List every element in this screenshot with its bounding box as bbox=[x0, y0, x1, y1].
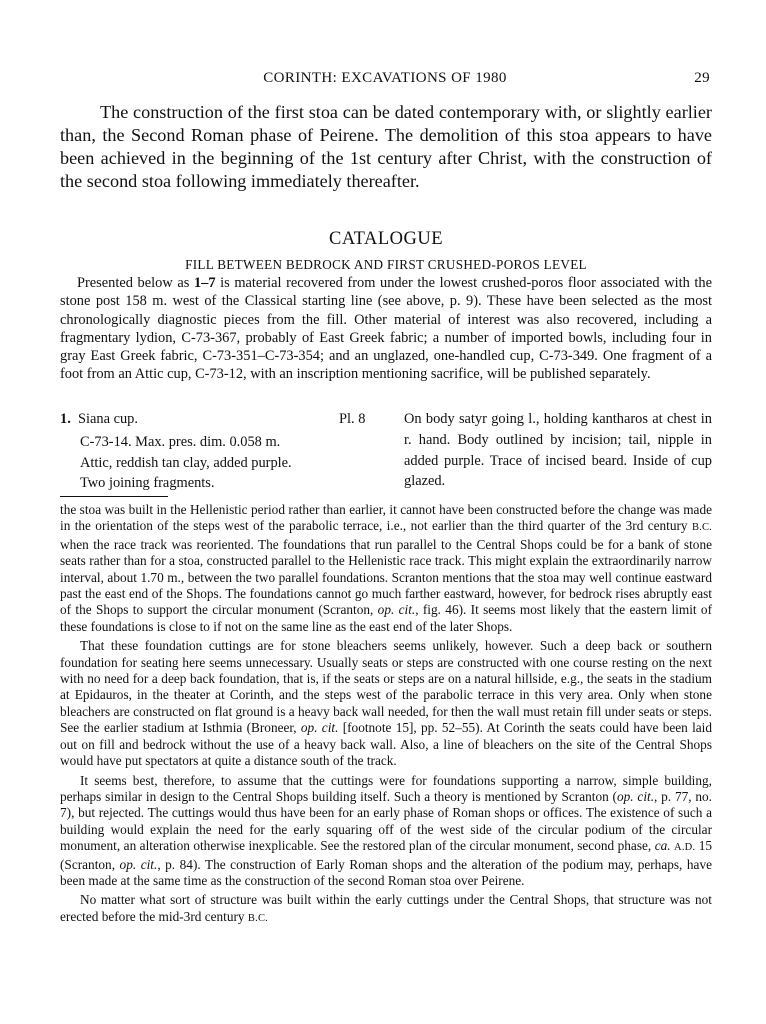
running-title: CORINTH: EXCAVATIONS OF 1980 bbox=[263, 70, 507, 86]
footnote-paragraph bbox=[60, 638, 712, 769]
footnote-text bbox=[60, 502, 712, 930]
citation-abbrev: op. cit. bbox=[616, 788, 655, 804]
footnote-text-run: , p. 84). The construction of Early Roman shops and the alteration of the podium may, perhaps, have been made at the same time as the construction of the second Roman stoa over Peirene. bbox=[60, 856, 712, 888]
footnote-text-run: No matter what sort of structure was built within the early cuttings under the Central Shops, that structure was not erected before the mid-3rd century bbox=[60, 892, 712, 924]
citation-abbrev: op. cit. bbox=[119, 856, 158, 872]
footnote-text-run: That these foundation cuttings are for stone bleachers seems unlikely, however. Such a deep back or southern foundation for seating here seems unnecessary. Usually seats or steps are constructed with one course resting on the next with no need for a deep back foundation, that is, if the seats or steps are on a natural hillside, e.g., the seats in the stadium at Epidauros, in the theater at Corinth, and the steps west of the parabolic terrace in this very area. Only when stone bleachers are constructed on flat ground is a heavy back wall needed, for then the wall must retain fill under seats or steps. See the earlier stadium at Isthmia (Broneer, bbox=[60, 638, 712, 736]
catalogue-subheading: FILL BETWEEN BEDROCK AND FIRST CRUSHED-POROS LEVEL bbox=[185, 257, 587, 272]
entry-description: On body satyr going l., holding kantharos at chest in r. hand. Body outlined by incision; tail, nipple in added purple. Trace of incised beard. Inside of cup glazed. bbox=[404, 411, 712, 490]
entry-number: 1. bbox=[60, 411, 71, 427]
footnote-text-run: the stoa was built in the Hellenistic period rather than earlier, it cannot have been constructed before the change was made in the orientation of the steps west of the parabolic terrace, i.e., not earlier than the third quarter of the 3rd century bbox=[60, 502, 712, 534]
catalogue-intro-before: Presented below as bbox=[77, 275, 194, 291]
footnote-text-run: , fig. 46). It seems most likely that the eastern limit of these foundations is close to if not on the same line as the east end of the later Shops. bbox=[60, 602, 712, 634]
footnote-paragraph bbox=[60, 773, 712, 890]
catalogue-range: 1–7 bbox=[193, 275, 216, 291]
entry-details bbox=[60, 409, 320, 494]
entry-header bbox=[60, 409, 320, 429]
entry-line: C-73-14. Max. pres. dim. 0.058 m. bbox=[80, 434, 281, 450]
entry-line: Two joining fragments. bbox=[80, 475, 215, 491]
footnote-paragraph bbox=[60, 502, 712, 635]
catalogue-intro-after: is material recovered from under the lowest crushed-poros floor associated with the stone post 158 m. west of the Classical starting line (see above, p. 9). These have been selected as the most chronologically diagnostic pieces from the fill. Other material of interest was also recovered, including a fragmentary lydion, C-73-367, probably of East Greek fabric; a number of imported bowls, including four in gray East Greek fabric, C-73-351–C-73-354; and an unglazed, one-handled cup, C-73-349. One fragment of a foot from an Attic cup, C-73-12, with an inscription mentioning sacrifice, will be published separately. bbox=[60, 275, 712, 383]
entry-line: Attic, reddish tan clay, added purple. bbox=[80, 454, 292, 471]
catalogue-heading: CATALOGUE bbox=[328, 229, 443, 249]
intro-paragraph: The construction of the first stoa can be dated contemporary with, or slightly earlier than, the Second Roman phase of Peirene. The demolition of this stoa appears to have been achieved in the beginning of the 1st century after Christ, with the construction of the second stoa following immediately thereafter. bbox=[60, 102, 712, 191]
plate-reference: Pl. 8 bbox=[339, 411, 366, 427]
era-abbrev: B.C. bbox=[247, 912, 268, 924]
footnote-text-run: 15 (Scranton, bbox=[60, 838, 713, 872]
footnote-text-run: when the race track was reoriented. The foundations that run parallel to the Central Shops could be for a bank of stone seats rather than for a stoa, constructed parallel to the Hellenistic race track. This might explain the extraordinarily narrow interval, about 1.70 m., between the two parallel foundations. Scranton mentions that the stoa may well continue eastward past the east end of the Shops. The foundations cannot go much farther eastward, however, for bedrock rises abruptly east of the Shops to support the circular monument (Scranton, bbox=[60, 536, 712, 618]
footnote-rule bbox=[60, 496, 168, 497]
circa-abbrev: ca. bbox=[654, 838, 671, 854]
footnote-paragraph bbox=[60, 892, 712, 927]
era-abbrev: B.C. bbox=[691, 522, 712, 534]
footnote-text-run: [footnote 15], pp. 52–55). At Corinth the seats could have been laid out on fill and bedrock without the use of a heavy back wall. Also, a line of bleachers on the site of the Central Shops would have put spectators at quite a distance south of the track. bbox=[60, 720, 713, 769]
entry-name: Siana cup. bbox=[78, 411, 138, 427]
page-number: 29 bbox=[694, 70, 710, 86]
footnote-text-run: , p. 77, no. 7), but rejected. The cuttings would thus have been for an early phase of Roman shops or offices. The existence of such a building would explain the need for the early squaring off of the west side of the circular podium of the circular monument, an alteration otherwise inexplicable. See the restored plan of the circular monument, second phase, bbox=[60, 788, 712, 854]
catalogue-intro bbox=[60, 274, 712, 384]
era-abbrev: A.D. bbox=[674, 842, 696, 854]
citation-abbrev: op. cit. bbox=[300, 720, 339, 736]
footnote-text-run: It seems best, therefore, to assume that the cuttings were for foundations supporting a narrow, simple building, perhaps similar in design to the Central Shops building itself. Such a theory is mentioned by Scranton ( bbox=[60, 772, 712, 804]
citation-abbrev: op. cit. bbox=[377, 602, 416, 618]
